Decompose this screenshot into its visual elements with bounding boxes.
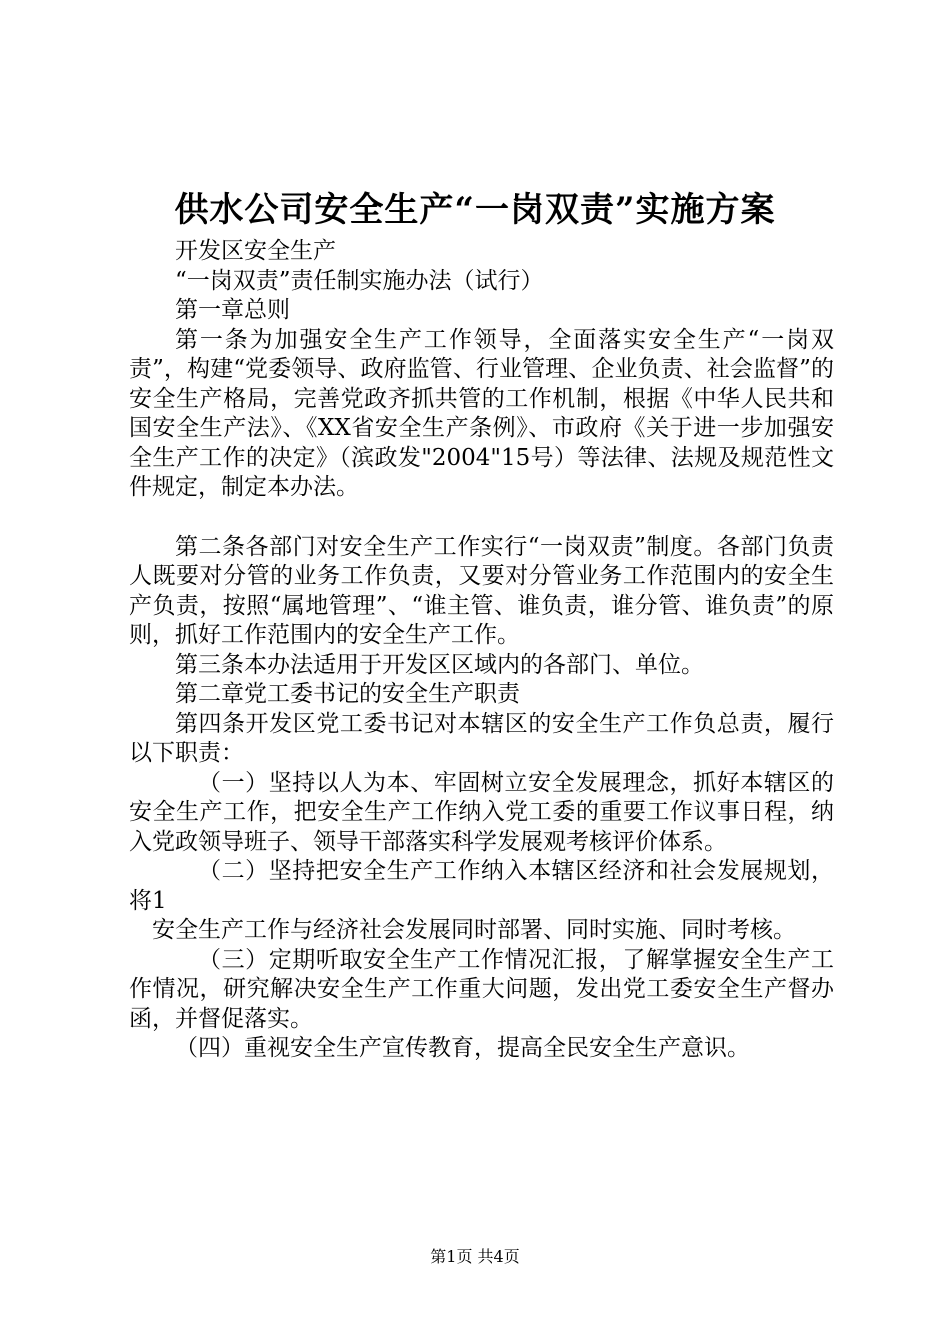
article-4-item-1: （一）坚持以人为本、牢固树立安全发展理念，抓好本辖区的安全生产工作，把安全生产工作纳入党工委的重要工作议事日程，纳入党政领导班子、领导干部落实科学发展观考核评价体系。 (129, 769, 834, 855)
page-footer: 第1页 共4页 (430, 1247, 520, 1266)
document-title: 供水公司安全生产“一岗双责”实施方案 (174, 190, 776, 230)
article-4-item-4: （四）重视安全生产宣传教育，提高全民安全生产意识。 (175, 1035, 750, 1061)
article-3: 第三条本办法适用于开发区区域内的各部门、单位。 (175, 651, 704, 678)
chapter-2-heading: 第二章党工委书记的安全生产职责 (175, 681, 520, 707)
article-1: 第一条为加强安全生产工作领导，全面落实安全生产“一岗双责”，构建“党委领导、政府监管、行业管理、企业负责、社会监督”的安全生产格局，完善党政齐抓共管的工作机制，根据《中华人民共和国安全生产法》、《XX省安全生产条例》、市政府《关于进一步加强安全生产工作的决定》（滨政发"2004"15号）等法律、法规及规范性文件规定，制定本办法。 (129, 326, 834, 500)
chapter-1-heading: 第一章总则 (175, 297, 290, 323)
article-4-item-2-continued: 安全生产工作与经济社会发展同时部署、同时实施、同时考核。 (152, 917, 796, 943)
article-4-item-2: （二）坚持把安全生产工作纳入本辖区经济和社会发展规划，将1 (129, 858, 834, 914)
document-body (129, 237, 834, 1064)
paragraph-subtitle-1: 开发区安全生产 (175, 238, 336, 264)
paragraph-subtitle-2: “一岗双责”责任制实施办法（试行） (175, 267, 544, 294)
article-4-item-3: （三）定期听取安全生产工作情况汇报，了解掌握安全生产工作情况，研究解决安全生产工作重大问题，发出党工委安全生产督办函，并督促落实。 (129, 946, 834, 1032)
article-2: 第二条各部门对安全生产工作实行“一岗双责”制度。各部门负责人既要对分管的业务工作负责，又要对分管业务工作范围内的安全生产负责，按照“属地管理”、“谁主管、谁负责，谁分管、谁负责”的原则，抓好工作范围内的安全生产工作。 (129, 533, 834, 648)
article-4: 第四条开发区党工委书记对本辖区的安全生产工作负总责，履行以下职责： (129, 710, 834, 766)
